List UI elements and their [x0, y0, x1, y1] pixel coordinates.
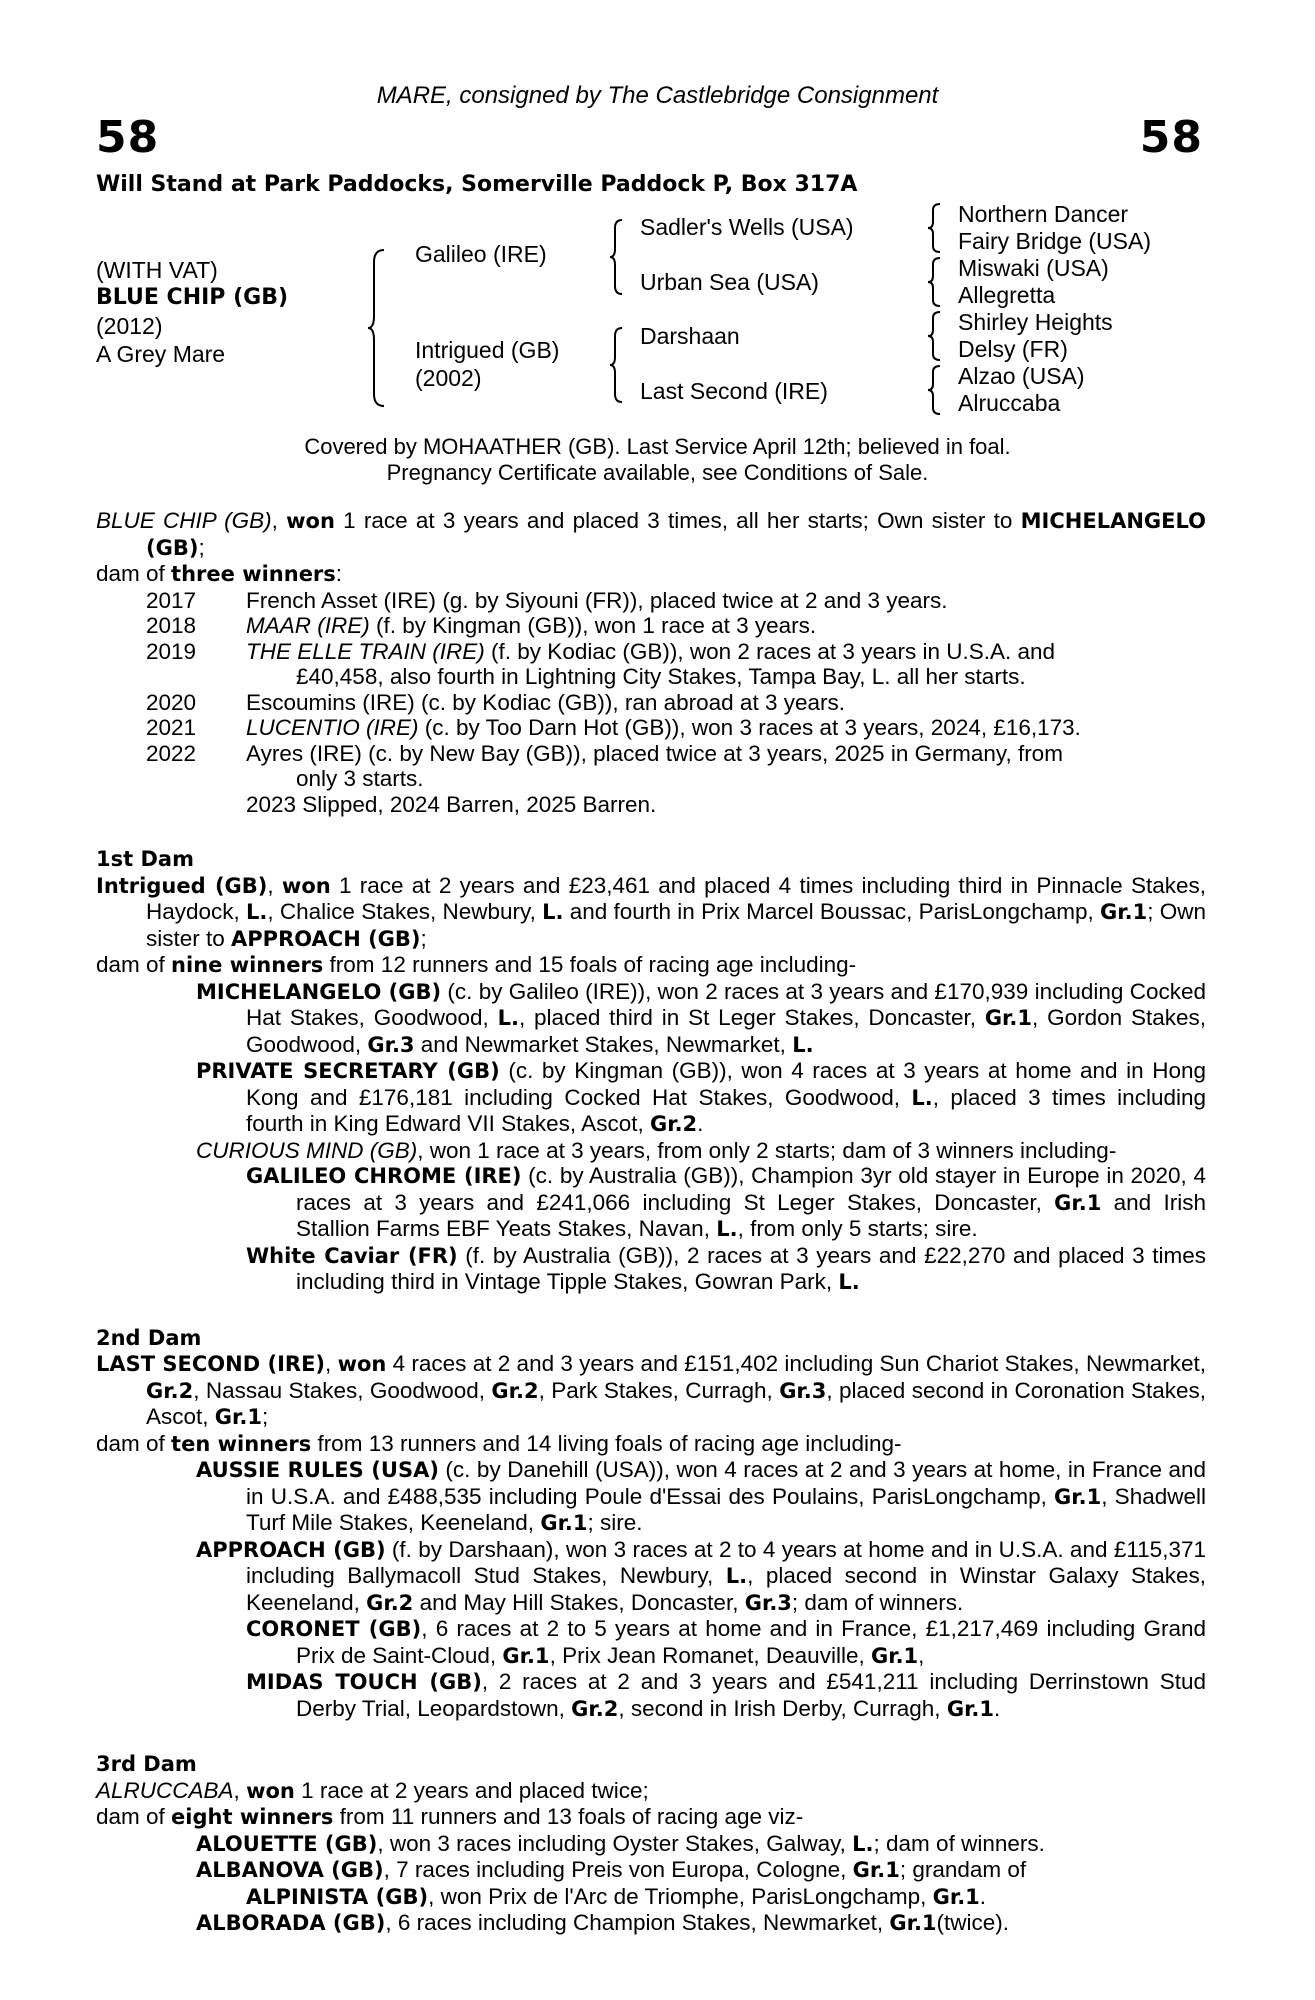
produce-name: MAAR (IRE)	[246, 613, 370, 638]
text: , 6 races at 2 to 5 years at home and in France, £1,217,469 including Grand Prix de Saint-Cloud,	[296, 1616, 1206, 1668]
sire-name: Galileo (IRE)	[415, 241, 547, 267]
won-label: won	[286, 509, 335, 533]
grand-progeny-entry	[96, 1669, 1206, 1722]
progeny-name: ALOUETTE (GB)	[196, 1831, 378, 1856]
consignment-text: MARE, consigned by The Castlebridge Consignment	[376, 82, 939, 109]
gg-sire-sire-dam: Fairy Bridge (USA)	[958, 228, 1151, 254]
third-dam-heading: 3rd Dam	[96, 1752, 197, 1776]
group-tag: Gr.1	[984, 1006, 1033, 1030]
lot-number-right: 58	[1139, 112, 1203, 163]
third-dam-record	[96, 1778, 1206, 1805]
horse-year: (2012)	[96, 313, 163, 339]
gg-sire-dam-sire: Miswaki (USA)	[958, 255, 1109, 281]
mare-record: BLUE CHIP (GB), won 1 race at 3 years and placed 3 times, all her starts; Own sister to MICHELANGELO (GB);	[96, 508, 1206, 560]
slipped-barren: 2023 Slipped, 2024 Barren, 2025 Barren.	[246, 791, 657, 817]
dam-of-label: dam of	[96, 1430, 172, 1456]
produce-name: French Asset (IRE)	[246, 587, 437, 613]
produce-year: 2019	[146, 638, 197, 664]
text: , Shadwell Turf Mile Stakes, Keeneland,	[246, 1483, 1206, 1535]
group-tag: Gr.2	[649, 1112, 698, 1136]
great-grand-progeny-entry	[96, 1884, 1206, 1911]
grand-progeny-entry	[96, 1243, 1206, 1296]
winners-count: eight winners	[171, 1805, 334, 1829]
mare-dam-of	[96, 561, 1206, 588]
produce-text: (g. by Siyouni (FR)), placed twice at 2 and 3 years.	[436, 587, 948, 613]
progeny-name: CURIOUS MIND (GB)	[196, 1137, 418, 1163]
sister-name: APPROACH (GB)	[231, 926, 421, 951]
gg-dam-dam-sire: Alzao (USA)	[958, 363, 1085, 389]
second-dam-record: LAST SECOND (IRE), won 4 races at 2 and 3 years and £151,402 including Sun Chariot Stakes, Newmarket, Gr.2, Nassau Stakes, Goodwood, Gr.2, Park Stakes, Curragh, Gr.3, placed second in Coronation Stakes, Ascot, Gr.1;	[96, 1351, 1206, 1429]
text: , 2 races at 2 and 3 years and £541,211 including Derrinstown Stud Derby Trial, Leopardstown,	[296, 1669, 1206, 1721]
stand-location: Will Stand at Park Paddocks, Somerville Paddock P, Box 317A	[96, 172, 858, 197]
text: and Newmarket Stakes, Newmarket,	[414, 1031, 793, 1057]
text: , won Prix de l'Arc de Triomphe, ParisLongchamp,	[428, 1883, 933, 1909]
progeny-name: MICHELANGELO (GB)	[196, 979, 442, 1004]
first-dam-dam-of	[96, 952, 1206, 979]
grand-progeny-entry	[96, 1910, 1206, 1937]
text: 1 race at 2 years and placed twice;	[294, 1777, 649, 1803]
progeny-name: AUSSIE RULES (USA)	[196, 1458, 439, 1482]
brace-icon	[926, 202, 944, 254]
gg-sire-dam-dam: Allegretta	[958, 282, 1056, 308]
brace-icon	[608, 326, 626, 404]
group-tag: Gr.1	[1054, 1484, 1102, 1509]
text: , from only 5 starts; sire.	[737, 1216, 978, 1241]
group-tag: Gr.3	[744, 1590, 792, 1615]
produce-row	[96, 741, 1206, 792]
produce-row	[96, 715, 1206, 741]
progeny-name: GALILEO CHROME (IRE)	[246, 1164, 522, 1188]
text: (c. by Galileo (IRE)), won 2 races at 3 years and £170,939 including Cocked Hat Stakes, Goodwood,	[246, 978, 1206, 1030]
text: (twice).	[936, 1910, 1010, 1935]
brace-icon	[926, 364, 944, 416]
vat-note: (WITH VAT)	[96, 257, 218, 283]
sister-name: MICHELANGELO (GB)	[146, 509, 1206, 560]
text: , 7 races including Preis von Europa, Cologne,	[383, 1857, 853, 1882]
progeny-name: White Caviar (FR)	[246, 1243, 458, 1268]
gg-sire-sire-sire: Northern Dancer	[958, 201, 1129, 227]
dam-of-label: dam of	[96, 561, 172, 586]
punct: ;	[261, 1404, 269, 1429]
consignment-line	[0, 82, 1315, 110]
progeny-entry	[96, 1058, 1206, 1138]
punct: :	[335, 561, 343, 586]
punct: .	[697, 1111, 704, 1136]
pedigree-horse	[96, 256, 288, 368]
progeny-name: PRIVATE SECRETARY (GB)	[196, 1059, 500, 1083]
group-tag: Gr.1	[870, 1643, 919, 1668]
group-tag: Gr.3	[779, 1378, 827, 1403]
text: ; dam of winners.	[791, 1589, 964, 1615]
group-tag: Gr.2	[491, 1378, 539, 1403]
second-dam-heading: 2nd Dam	[96, 1325, 202, 1350]
text: ; sire.	[587, 1510, 643, 1535]
listed-tag: L.	[792, 1032, 814, 1057]
text: , Chalice Stakes, Newbury,	[267, 899, 543, 924]
text: (c. by Danehill (USA)), won 4 races at 2 and 3 years at home, in France and in U.S.A. and £488,535 including Poule d'Essai des Poulains, ParisLongchamp,	[246, 1457, 1206, 1509]
produce-text: (c. by Too Darn Hot (GB)), won 3 races at 3 years, 2024, £16,173.	[418, 715, 1081, 740]
text: , won 3 races including Oyster Stakes, Galway,	[377, 1830, 853, 1856]
catalogue-body	[96, 508, 1206, 1937]
produce-year: 2020	[146, 689, 197, 715]
listed-tag: L.	[838, 1270, 860, 1294]
grand-progeny-entry	[96, 1163, 1206, 1243]
produce-text: (f. by Kingman (GB)), won 1 race at 3 years.	[369, 613, 817, 638]
produce-row	[96, 613, 1206, 639]
dam-of-label: dam of	[96, 1804, 172, 1829]
lot-number-left: 58	[96, 112, 160, 163]
first-dam-heading: 1st Dam	[96, 847, 194, 871]
text: (c. by Kingman (GB)), won 4 races at 3 years at home and in Hong Kong and £176,181 including Cocked Hat Stakes, Goodwood,	[246, 1058, 1207, 1110]
listed-tag: L.	[542, 900, 564, 924]
punct: .	[994, 1695, 1001, 1721]
text: , Gordon Stakes, Goodwood,	[246, 1005, 1207, 1057]
produce-row	[96, 690, 1206, 716]
produce-text: (c. by Kodiac (GB)), ran abroad at 3 years.	[414, 689, 845, 715]
progeny-name: ALBANOVA (GB)	[196, 1858, 384, 1882]
text: from 11 runners and 13 foals of racing age viz-	[333, 1804, 804, 1829]
produce-year-empty	[96, 792, 246, 818]
produce-year: 2021	[146, 715, 197, 740]
text: 4 races at 2 and 3 years and £151,402 including Sun Chariot Stakes, Newmarket,	[386, 1351, 1206, 1376]
punct: ,	[918, 1642, 925, 1668]
dam-year: (2002)	[415, 365, 482, 391]
second-dam-dam-of	[96, 1431, 1206, 1458]
group-tag: Gr.3	[367, 1032, 415, 1057]
won-label: won	[337, 1352, 387, 1376]
progeny-name: APPROACH (GB)	[196, 1537, 386, 1562]
winners-count: nine winners	[171, 953, 324, 977]
first-dam-record: Intrigued (GB), won 1 race at 2 years and £23,461 and placed 4 times including third in Pinnacle Stakes, Haydock, L., Chalice Stakes, Newbury, L. and fourth in Prix Marcel Boussac, ParisLongchamp, Gr.1; Own sister to APPROACH (GB);	[96, 872, 1206, 951]
text: 1 race at 2 years and £23,461 and placed 4 times including third in Pinnacle Stakes, Haydock,	[146, 872, 1206, 924]
winners-count: ten winners	[171, 1431, 312, 1456]
gg-dam-sire-sire: Shirley Heights	[958, 309, 1113, 335]
dam-of-label: dam of	[96, 952, 172, 977]
produce-name: LUCENTIO (IRE)	[246, 715, 419, 740]
second-dam-name: LAST SECOND (IRE)	[96, 1352, 326, 1376]
produce-continuation: only 3 starts.	[296, 766, 424, 791]
sire-dam: Urban Sea (USA)	[640, 269, 819, 295]
brace-icon	[366, 248, 390, 408]
produce-name: Escoumins (IRE)	[246, 689, 415, 715]
group-tag: Gr.1	[946, 1696, 995, 1721]
produce-year: 2018	[146, 613, 197, 638]
produce-row	[96, 639, 1206, 690]
covering-line: Covered by MOHAATHER (GB). Last Service April 12th; believed in foal.	[304, 434, 1011, 459]
gg-dam-sire-dam: Delsy (FR)	[958, 336, 1068, 362]
progeny-entry	[96, 1831, 1206, 1858]
group-tag: Gr.1	[1100, 900, 1148, 924]
winners-count: three winners	[171, 562, 336, 586]
horse-name: BLUE CHIP (GB)	[96, 285, 289, 310]
dam-name: Intrigued (GB)	[415, 337, 560, 363]
progeny-entry	[96, 1138, 1206, 1164]
group-tag: Gr.1	[1054, 1190, 1102, 1215]
group-tag: Gr.1	[932, 1884, 980, 1909]
group-tag: Gr.1	[214, 1405, 262, 1429]
progeny-name: ALBORADA (GB)	[196, 1911, 386, 1935]
group-tag: Gr.1	[852, 1858, 900, 1882]
text: and May Hill Stakes, Doncaster,	[413, 1589, 745, 1615]
first-dam-name: Intrigued (GB)	[96, 873, 268, 898]
text: ; Own sister to	[146, 899, 1206, 951]
text: , won 1 race at 3 years, from only 2 starts; dam of 3 winners including-	[417, 1137, 1117, 1163]
text: from 13 runners and 14 living foals of racing age including-	[311, 1430, 902, 1456]
progeny-entry	[96, 1457, 1206, 1537]
gg-dam-dam-dam: Alruccaba	[958, 390, 1061, 416]
covering-note	[0, 434, 1315, 486]
group-tag: Gr.1	[889, 1911, 937, 1935]
third-dam-name: ALRUCCABA	[96, 1777, 234, 1803]
group-tag: Gr.2	[366, 1590, 414, 1615]
progeny-entry	[96, 1537, 1206, 1617]
dam-sire: Darshaan	[640, 323, 740, 349]
produce-name: Ayres (IRE)	[246, 740, 362, 766]
text: (c. by Australia (GB)), Champion 3yr old stayer in Europe in 2020, 4 races at 3 years and £241,066 including St Leger Stakes, Doncaster,	[296, 1163, 1206, 1215]
progeny-name: MIDAS TOUCH (GB)	[246, 1670, 482, 1694]
text: and fourth in Prix Marcel Boussac, ParisLongchamp,	[563, 899, 1100, 924]
produce-text: (f. by Kodiac (GB)), won 2 races at 3 years in U.S.A. and	[484, 638, 1056, 664]
text: , 6 races including Champion Stakes, Newmarket,	[385, 1910, 890, 1935]
third-dam-dam-of	[96, 1804, 1206, 1831]
grand-progeny-entry	[96, 1857, 1206, 1884]
produce-row	[96, 792, 1206, 818]
punct: .	[979, 1883, 987, 1909]
pregnancy-line: Pregnancy Certificate available, see Conditions of Sale.	[386, 460, 929, 485]
progeny-name: ALPINISTA (GB)	[246, 1884, 429, 1909]
punct: ;	[420, 925, 427, 951]
punct: ,	[233, 1777, 247, 1803]
produce-text: (c. by New Bay (GB)), placed twice at 3 years, 2025 in Germany, from	[361, 740, 1063, 766]
text: , placed 3 times including fourth in King Edward VII Stakes, Ascot,	[246, 1084, 1206, 1136]
listed-tag: L.	[725, 1564, 748, 1588]
listed-tag: L.	[246, 900, 268, 924]
listed-tag: L.	[852, 1831, 874, 1856]
text: (f. by Australia (GB)), 2 races at 3 years and £22,270 and placed 3 times including third in Vintage Tipple Stakes, Gowran Park,	[296, 1242, 1206, 1294]
produce-continuation: £40,458, also fourth in Lightning City Stakes, Tampa Bay, L. all her starts.	[296, 664, 1026, 689]
horse-description: A Grey Mare	[96, 341, 226, 367]
text: (f. by Darshaan), won 3 races at 2 to 4 years at home and in U.S.A. and £115,371 including Ballymacoll Stud Stakes, Newbury,	[246, 1536, 1206, 1588]
text: , placed second in Winstar Galaxy Stakes, Keeneland,	[246, 1563, 1206, 1615]
text: ; dam of winners.	[873, 1830, 1045, 1856]
sire-sire: Sadler's Wells (USA)	[640, 214, 854, 240]
text: and Irish Stallion Farms EBF Yeats Stakes, Navan,	[296, 1189, 1206, 1241]
text: , placed third in St Leger Stakes, Doncaster,	[518, 1005, 985, 1030]
produce-name: THE ELLE TRAIN (IRE)	[246, 638, 485, 664]
text: , placed second in Coronation Stakes, Ascot,	[146, 1377, 1206, 1429]
mare-name: BLUE CHIP (GB)	[96, 508, 272, 533]
punct: ;	[198, 534, 205, 560]
group-tag: Gr.1	[502, 1643, 550, 1668]
won-label: won	[281, 873, 331, 898]
text: from 12 runners and 15 foals of racing age including-	[323, 952, 857, 977]
brace-icon	[926, 256, 944, 308]
group-tag: Gr.1	[540, 1511, 588, 1535]
grand-progeny-entry	[96, 1616, 1206, 1669]
text: , second in Irish Derby, Curragh,	[618, 1695, 947, 1721]
listed-tag: L.	[911, 1085, 933, 1110]
text: , Nassau Stakes, Goodwood,	[193, 1377, 492, 1403]
text: , Prix Jean Romanet, Deauville,	[549, 1642, 871, 1668]
progeny-entry	[96, 979, 1206, 1059]
listed-tag: L.	[716, 1217, 738, 1241]
group-tag: Gr.2	[571, 1696, 619, 1721]
produce-row	[96, 588, 1206, 614]
listed-tag: L.	[497, 1006, 519, 1030]
brace-icon	[608, 218, 626, 296]
brace-icon	[926, 310, 944, 362]
text: , Park Stakes, Curragh,	[538, 1377, 780, 1403]
mare-record-text: 1 race at 3 years and placed 3 times, all her starts; Own sister to	[334, 508, 1021, 533]
progeny-name: CORONET (GB)	[246, 1617, 422, 1641]
produce-year: 2022	[146, 740, 197, 766]
text: ; grandam of	[899, 1857, 1027, 1882]
produce-year: 2017	[146, 587, 197, 613]
dam-dam: Last Second (IRE)	[640, 378, 828, 404]
won-label: won	[246, 1778, 295, 1803]
group-tag: Gr.2	[146, 1378, 194, 1403]
produce-list	[96, 588, 1206, 818]
